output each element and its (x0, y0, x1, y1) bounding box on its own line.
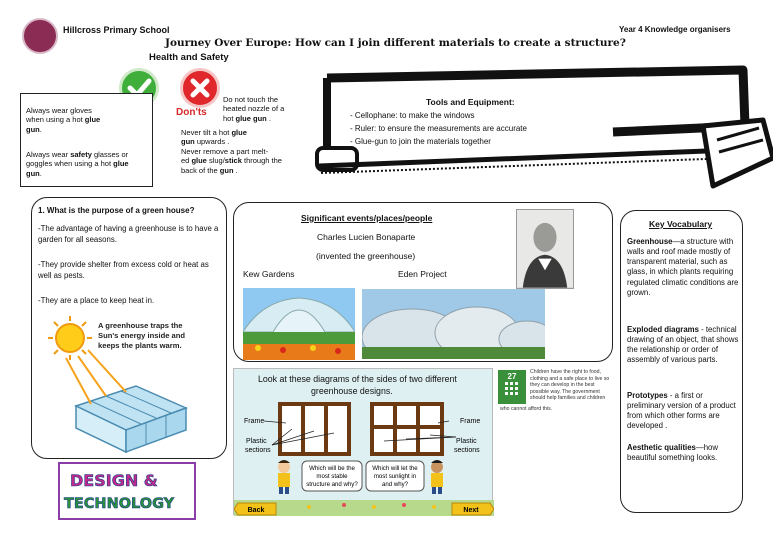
dont-nozzle (223, 95, 284, 123)
frame-label-left: Frame (244, 418, 265, 425)
purpose-title: 1. What is the purpose of a green house? (38, 206, 195, 215)
sun-icon (48, 316, 92, 360)
greenhouse-caption: A greenhouse traps the Sun's energy inside and keeps the plants warm. (98, 321, 186, 350)
question-bubble-1 (302, 461, 362, 491)
svg-text:most stable: most stable (316, 473, 348, 480)
text: Never remove a part melt- (181, 146, 269, 156)
vocab-definition: —how beautiful something looks. (627, 443, 719, 463)
tools-title: Tools and Equipment: (426, 97, 515, 107)
question-bubble-2 (366, 461, 424, 491)
text: stick (224, 156, 242, 166)
text: ed (181, 156, 192, 166)
back-button[interactable] (234, 503, 276, 515)
do-list (20, 93, 153, 187)
eden-project-photo (362, 289, 545, 359)
kew-label: Kew Gardens (243, 269, 295, 279)
text: hot (223, 113, 236, 123)
rights-number: 27 (507, 372, 517, 381)
text: Never tilt a hot (181, 128, 232, 137)
tool-item: - Cellophane: to make the windows (350, 111, 475, 120)
next-button[interactable] (452, 503, 494, 515)
text: glue gun (235, 113, 267, 123)
svg-text:and why?: and why? (381, 481, 409, 488)
text: glue (84, 115, 101, 125)
logo-line-1: DESIGN & (70, 471, 158, 490)
text: . (39, 124, 42, 134)
rights-text-end: who cannot afford this. (500, 406, 553, 412)
text: gun (26, 168, 40, 178)
vocab-exploded (627, 325, 741, 366)
text: . (39, 168, 42, 178)
text: safety (70, 150, 92, 159)
year-tag: Year 4 Knowledge organisers (619, 25, 731, 34)
school-logo (22, 18, 58, 54)
person-name: Charles Lucien Bonaparte (317, 232, 416, 242)
dont-list (175, 92, 295, 188)
health-safety-title: Health and Safety (149, 52, 229, 63)
vocab-definition: —a structure with walls and roof made mostly of transparent material, such as glass, in which plants requiring regulated climatic conditions are grown. (627, 237, 739, 297)
plastic-label-right: Plastic (456, 438, 477, 445)
page-title: Journey Over Europe: How can I join different materials to create a structure? (165, 37, 626, 49)
kew-gardens-photo (243, 288, 355, 360)
frame-label-right: Frame (460, 418, 481, 425)
purpose-point: -The advantage of having a greenhouse is to have a garden for all seasons. (38, 224, 219, 245)
events-title: Significant events/places/people (301, 213, 433, 223)
eden-label: Eden Project (398, 269, 447, 279)
text: . (266, 113, 271, 123)
svg-text:Next: Next (463, 507, 479, 514)
text: goggles when using a hot (26, 159, 114, 169)
vocabulary-panel (620, 210, 743, 513)
vocab-definition: - a first or preliminary version of a product from which other forms are developed . (627, 391, 736, 431)
text: through the (241, 156, 282, 166)
text: heated nozzle of a (223, 104, 285, 114)
vocab-term: Exploded diagrams (627, 325, 699, 334)
greenhouse-sun-illustration (36, 316, 224, 456)
vocab-aesthetic (627, 443, 741, 463)
rights-article (498, 370, 613, 422)
svg-text:Which will let the: Which will let the (372, 465, 418, 472)
school-name: Hillcross Primary School (63, 25, 170, 35)
vocab-term: Prototypes (627, 391, 668, 400)
greenhouse-drawing (76, 386, 186, 452)
text: back of the (181, 165, 220, 175)
purpose-panel (31, 197, 227, 459)
diagram-instruction: Look at these diagrams of the sides of two different (258, 374, 457, 384)
plastic-label-left-2: sections (245, 447, 271, 454)
text: . (233, 165, 238, 175)
text: gun (181, 137, 195, 147)
frame-design-1 (280, 404, 349, 454)
vocabulary-title: Key Vocabulary (649, 219, 713, 229)
text: Always wear (26, 150, 71, 159)
purpose-point: -They are a place to keep heat in. (38, 296, 155, 305)
do-gloves (26, 106, 148, 134)
plastic-label-right-2: sections (454, 447, 480, 454)
logo-line-2: TECHNOLOGY (64, 496, 175, 512)
frame-design-2 (372, 404, 442, 454)
svg-text:most sunlight in: most sunlight in (373, 473, 417, 480)
plastic-label-left: Plastic (246, 438, 267, 445)
hacksaw-illustration (313, 48, 773, 198)
rights-text: Children have the right to food, clothing and a safe place to live so they can develop in the best possible way. The government should help families and children (530, 369, 610, 401)
text: glasses or (91, 150, 129, 159)
diagram-instruction-2: greenhouse designs. (311, 386, 393, 396)
child-figure-left (278, 460, 290, 494)
text: glue (191, 156, 207, 166)
vocab-greenhouse (627, 237, 741, 298)
child-figure-right (431, 460, 443, 494)
vocab-prototypes (627, 391, 741, 432)
text: gun (26, 124, 40, 134)
purpose-point: -They provide shelter from excess cold or heat as well as pests. (38, 260, 209, 281)
text: glue (113, 159, 129, 169)
text: Always wear gloves (26, 106, 92, 115)
svg-text:structure and why?: structure and why? (306, 481, 358, 488)
text: when using a hot (26, 115, 85, 125)
dont-tilt (181, 128, 282, 175)
text: gun (219, 165, 234, 175)
greenhouse-diagram-panel (233, 368, 493, 515)
svg-text:Back: Back (247, 507, 265, 514)
do-glasses (26, 150, 148, 178)
dont-label: Don'ts (176, 107, 207, 118)
text: slug/ (206, 156, 225, 166)
svg-text:Which will be the: Which will be the (309, 465, 355, 472)
vocab-term: Aesthetic qualities (627, 443, 696, 452)
portrait-photo (516, 209, 574, 289)
tool-item: - Glue-gun to join the materials together (350, 137, 491, 146)
tool-item: - Ruler: to ensure the measurements are accurate (350, 124, 527, 133)
vocab-definition: - technical drawing of an object, that shows the relationship or order of assembly of various parts. (627, 325, 739, 365)
events-panel (233, 202, 613, 362)
text: Do not touch the (223, 95, 279, 104)
text: glue (231, 128, 247, 137)
person-note: (invented the greenhouse) (316, 251, 416, 261)
design-technology-logo (58, 462, 196, 520)
vocab-term: Greenhouse (627, 237, 673, 246)
text: upwards . (194, 137, 230, 147)
